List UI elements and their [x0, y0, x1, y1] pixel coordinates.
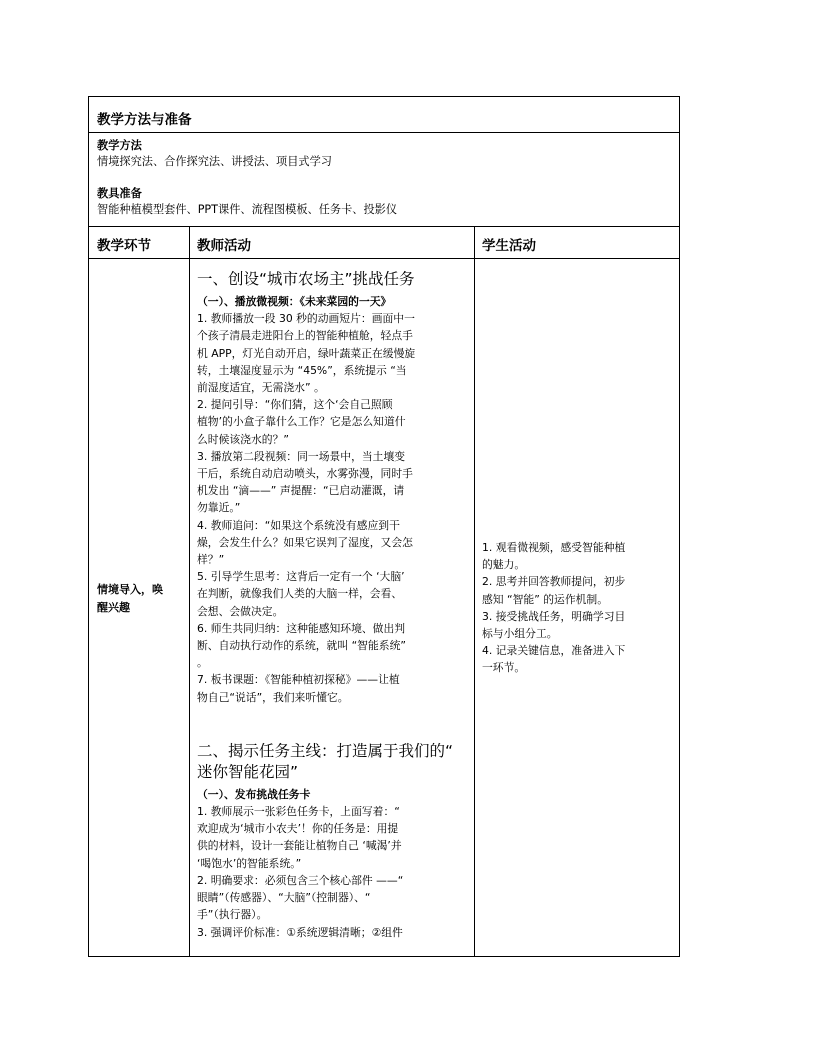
text-line: ‘喝饱水’的智能系统。”	[197, 856, 302, 870]
part2-title-line: 二、揭示任务主线：打造属于我们的“	[197, 741, 454, 760]
text-line: 机 APP，灯光自动开启，绿叶蔬菜正在缓慢旋	[197, 346, 416, 360]
text-line: 物自己“说话”，我们来听懂它。	[197, 690, 349, 704]
methods-label: 教学方法	[97, 139, 142, 152]
text-line: 前湿度适宜，无需浇水” 。	[197, 381, 325, 395]
text-line: 在判断，就像我们人类的大脑一样，会看、	[197, 587, 403, 601]
stage-cell	[97, 581, 185, 617]
teacher-activity-cell	[197, 259, 467, 941]
header-student: 学生活动	[482, 238, 536, 254]
methods-text: 情境探究法、合作探究法、讲授法、项目式学习	[97, 155, 332, 168]
section-title: 教学方法与准备	[97, 112, 192, 128]
text-line: 3. 强调评价标准：①系统逻辑清晰；②组件	[197, 925, 403, 939]
text-line: 机发出 “滴——” 声提醒：“已启动灌溉，请	[197, 484, 405, 498]
text-line: 转，土壤湿度显示为 “45%”，系统提示 “当	[197, 363, 407, 377]
text-line: 2. 提问引导：“你们猜，这个‘会自己照顾	[197, 398, 393, 412]
section-title-row	[89, 97, 679, 133]
text-line: 3. 播放第二段视频：同一场景中，当土壤变	[197, 449, 406, 463]
text-line: 6. 师生共同归纳：这种能感知环境、做出判	[197, 621, 406, 635]
text-line: 。	[197, 656, 208, 670]
text-line: 勿靠近。”	[197, 501, 241, 515]
text-line: 1. 教师播放一段 30 秒的动画短片：画面中一	[197, 312, 415, 326]
text-line: 标与小组分工。	[482, 627, 558, 641]
part1-body	[197, 310, 467, 706]
text-line: 4. 记录关键信息，准备进入下	[482, 644, 626, 658]
part2-title-line: 迷你智能花园”	[197, 762, 299, 781]
text-line: 2. 明确要求：必须包含三个核心部件 ——“	[197, 873, 404, 887]
student-activity-cell	[482, 539, 672, 677]
header-stage: 教学环节	[97, 238, 151, 254]
column-divider	[474, 227, 475, 956]
column-divider	[189, 227, 190, 956]
text-line: 样？”	[197, 553, 225, 567]
text-line: 断、自动执行动作的系统，就叫 “智能系统”	[197, 639, 406, 653]
text-line: 么时候该浇水的？”	[197, 432, 289, 446]
text-line: 一环节。	[482, 661, 526, 675]
text-line: 欢迎成为‘城市小农夫’！你的任务是：用提	[197, 822, 399, 836]
part1-title: 一、创设“城市农场主”挑战任务	[197, 270, 415, 288]
materials-text: 智能种植模型套件、PPT课件、流程图模板、任务卡、投影仪	[97, 203, 398, 216]
text-line: 手”（执行器）。	[197, 908, 268, 922]
part2-title	[197, 741, 467, 783]
text-line: 眼睛”（传感器）、“大脑”（控制器）、“	[197, 891, 371, 905]
materials-label: 教具准备	[97, 187, 142, 200]
lesson-plan-table	[88, 96, 680, 957]
part1-subtitle: （一）、播放微视频：《未来菜园的一天》	[197, 295, 392, 308]
methods-materials-block	[89, 133, 679, 227]
text-line: 燥，会发生什么？如果它误判了湿度，又会怎	[197, 535, 413, 549]
part2-body	[197, 803, 467, 941]
text-line: 4. 教师追问：“如果这个系统没有感应到干	[197, 518, 400, 532]
text-line: 供的材料，设计一套能让植物自己 ‘喊渴’并	[197, 839, 402, 853]
text-line: 的魅力。	[482, 558, 526, 572]
text-line: 7. 板书课题：《智能种植初探秘》——让植	[197, 673, 400, 687]
text-line: 1. 观看微视频，感受智能种植	[482, 541, 626, 554]
table-header-row	[89, 227, 679, 259]
text-line: 会想、会做决定。	[197, 604, 284, 618]
text-line: 5. 引导学生思考：这背后一定有一个 ‘大脑’	[197, 570, 405, 584]
stage-line: 情境导入，唤	[97, 583, 163, 596]
text-line: 个孩子清晨走进阳台上的智能种植舱，轻点手	[197, 329, 413, 343]
text-line: 感知 “智能” 的运作机制。	[482, 592, 609, 606]
text-line: 干后，系统自动启动喷头，水雾弥漫，同时手	[197, 467, 413, 481]
part2-subtitle: （一）、发布挑战任务卡	[197, 787, 311, 801]
text-line: 1. 教师展示一张彩色任务卡，上面写着：“	[197, 805, 400, 819]
text-line: 植物’的小盒子靠什么工作？它是怎么知道什	[197, 415, 406, 429]
text-line: 3. 接受挑战任务，明确学习目	[482, 609, 626, 623]
text-line: 2. 思考并回答教师提问，初步	[482, 575, 626, 589]
stage-line: 醒兴趣	[97, 601, 130, 614]
header-teacher: 教师活动	[197, 238, 251, 254]
